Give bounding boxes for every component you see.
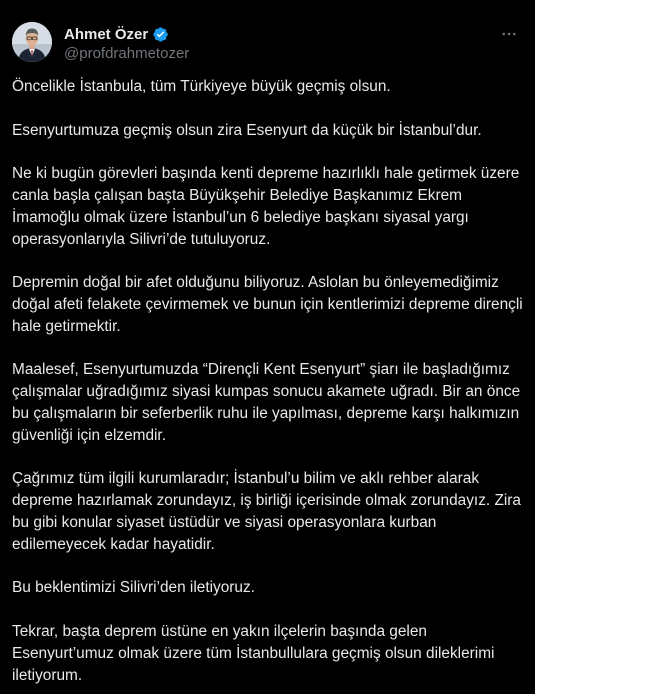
tweet-paragraph: Öncelikle İstanbula, tüm Türkiyeye büyük geçmiş olsun.: [12, 78, 391, 95]
tweet-paragraph: Çağrımız tüm ilgili kurumlaradır; İstanbul’u bilim ve aklı rehber alarak depreme hazırlamak zorundayız, iş birliği içerisinde olmak zorundayız. Zira bu gibi konular siyaset üstüdür ve siyasi operasyonlara kurban edilemeyecek kadar hayatidir.: [12, 470, 521, 553]
display-name-row: [64, 24, 189, 44]
avatar-image: [12, 22, 52, 62]
tweet-paragraph: Maalesef, Esenyurtumuzda “Dirençli Kent Esenyurt” şiarı ile başladığımız çalışmalar uğradığımız siyasi kumpas sonucu akamete uğradı. Bir an önce bu çalışmaların bir seferberlik ruhu ile yapılması, depreme karşı halkımızın güvenliği için elzemdir.: [12, 361, 521, 444]
more-options-icon[interactable]: [497, 22, 521, 46]
profile-avatar[interactable]: [12, 22, 52, 62]
tweet-paragraph: Esenyurtumuza geçmiş olsun zira Esenyurt da küçük bir İstanbul’dur.: [12, 121, 482, 139]
author-info: [64, 24, 189, 62]
tweet-paragraph: Bu beklentimizi Silivri’den iletiyoruz.: [12, 579, 255, 597]
tweet-paragraph: Depremin doğal bir afet olduğunu biliyoruz. Aslolan bu önleyemediğimiz doğal afeti felakete çevirmemek ve bunun için kentlerimizi depreme dirençli hale getirmektir.: [12, 274, 523, 335]
verified-badge-icon[interactable]: [152, 26, 169, 43]
tweet-text: [12, 76, 527, 686]
tweet-header: [12, 22, 523, 66]
display-name[interactable]: Ahmet Özer: [64, 25, 149, 43]
tweet-paragraph: Tekrar, başta deprem üstüne en yakın ilçelerin başında gelen Esenyurt’umuz olmak üzere tüm İstanbullulara geçmiş olsun dileklerimi iletiyorum.: [12, 622, 495, 684]
tweet-paragraph: Ne ki bugün görevleri başında kenti depreme hazırlıklı hale getirmek üzere canla başla çalışan başta Büyükşehir Belediye Başkanımız Ekrem İmamoğlu olmak üzere İstanbul’un 6 belediye başkanı siyasal yargı operasyonlarıyla Silivri’de tutuluyoruz.: [12, 165, 520, 248]
author-handle[interactable]: @profdrahmetozer: [64, 45, 190, 62]
